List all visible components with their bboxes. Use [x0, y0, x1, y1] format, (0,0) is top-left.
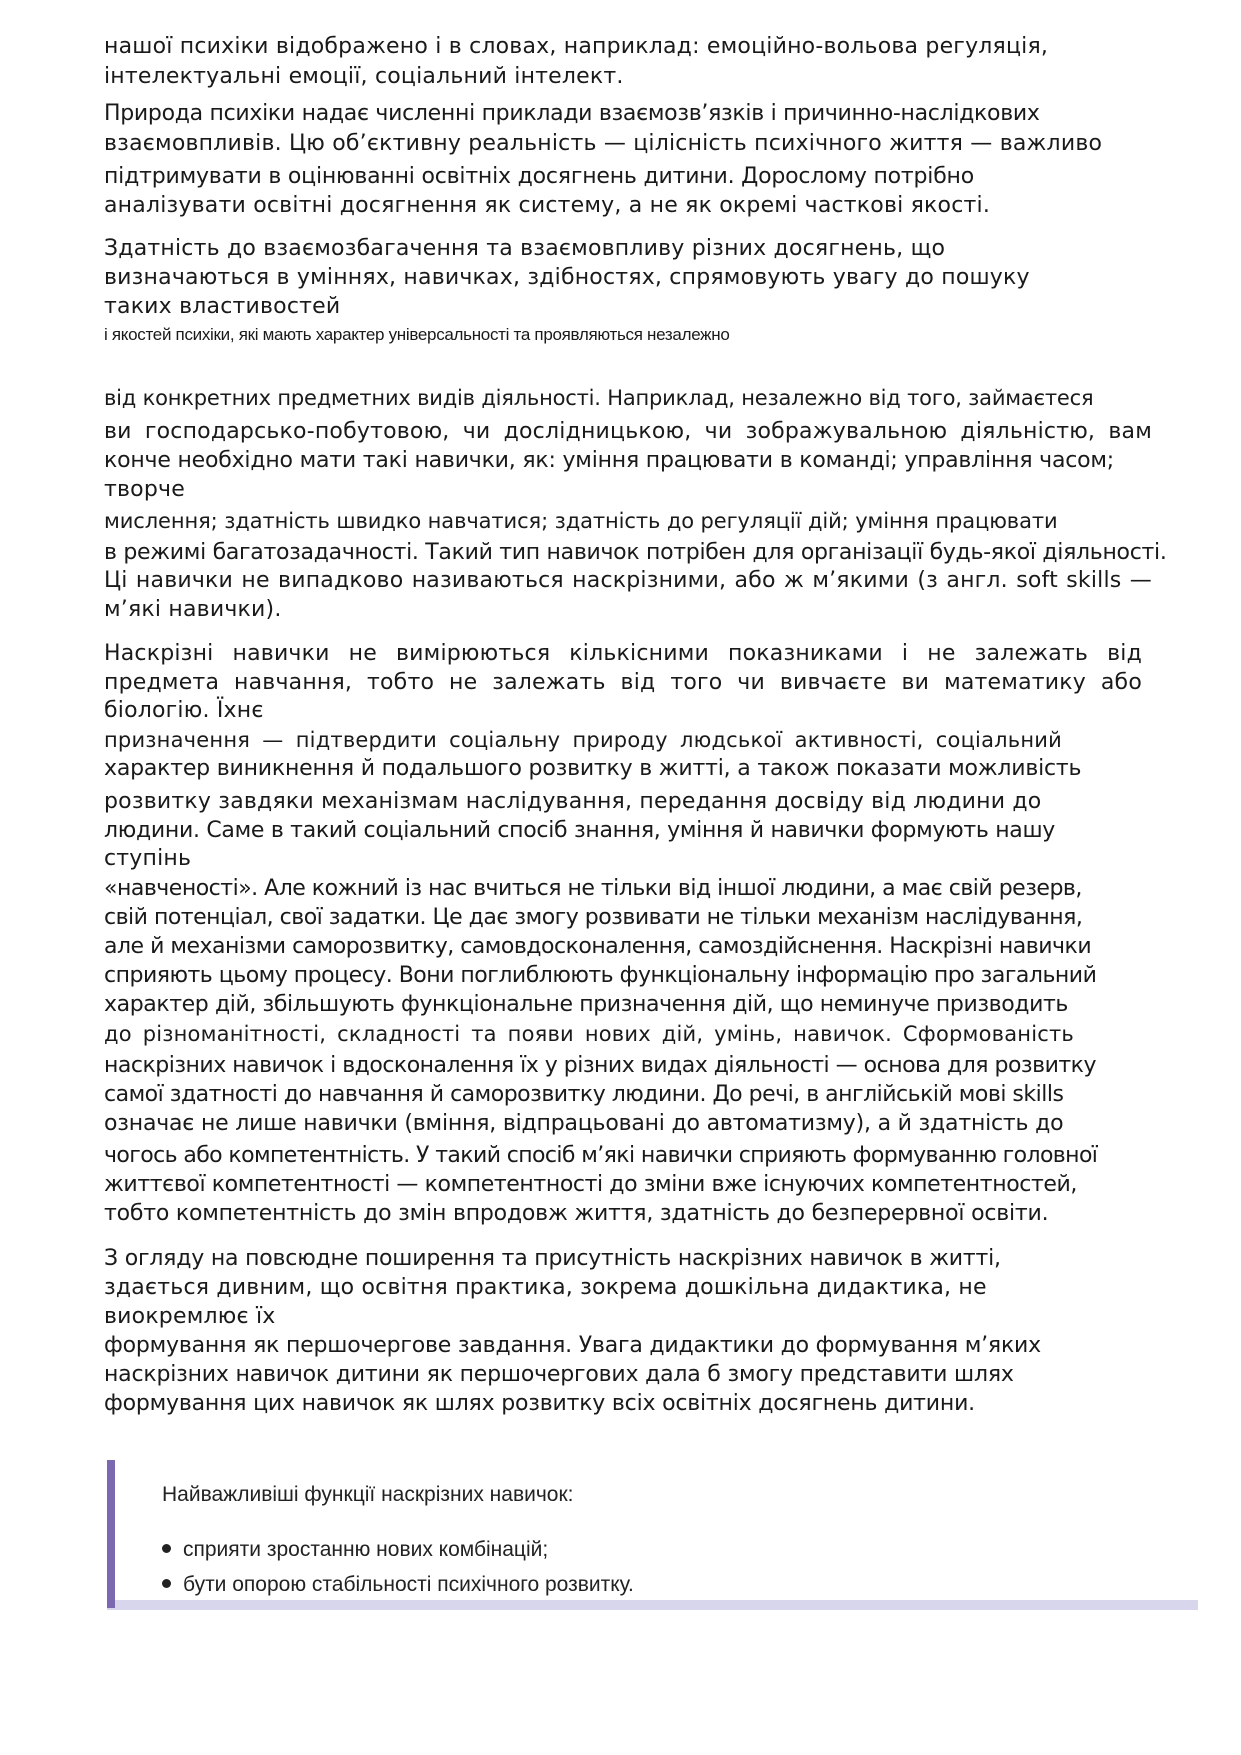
- text-line: виокремлює їх: [104, 1304, 276, 1329]
- text-line: але й механізми саморозвитку, самовдосконалення, самоздійснення. Наскрізні навички: [104, 934, 1092, 959]
- text-line: формування цих навичок як шлях розвитку всіх освітніх досягнень дитини.: [104, 1391, 975, 1416]
- text-line: характер дій, збільшують функціональне призначення дій, що неминуче призводить: [104, 992, 1068, 1017]
- text-line: наскрізних навичок дитини як першочергових дала б змогу представити шлях: [104, 1362, 1014, 1387]
- bullet-icon: [162, 1544, 171, 1553]
- text-line: Здатність до взаємозбагачення та взаємовпливу різних досягнень, що: [104, 236, 946, 261]
- callout-bottom-rule: [107, 1600, 1198, 1610]
- text-line: самої здатності до навчання й саморозвитку людини. До речі, в англійській мові skills: [104, 1082, 1064, 1107]
- text-line: характер виникнення й подальшого розвитку в житті, а також показати можливість: [104, 756, 1082, 781]
- text-line: таких властивостей: [104, 294, 341, 319]
- callout-title: Найважливіші функції наскрізних навичок:: [162, 1483, 574, 1506]
- text-line: ви господарсько-побутовою, чи дослідницькою, чи зображувальною діяльністю, вам: [104, 419, 1152, 444]
- callout-list-item: [162, 1572, 634, 1598]
- text-line: творче: [104, 477, 185, 502]
- text-line: мислення; здатність швидко навчатися; здатність до регуляції дій; уміння працювати: [104, 509, 1058, 533]
- text-line: конче необхідно мати такі навички, як: уміння працювати в команді; управління часом;: [104, 448, 1115, 473]
- text-line: від конкретних предметних видів діяльності. Наприклад, незалежно від того, займаєтеся: [104, 386, 1094, 410]
- text-line: наскрізних навичок і вдосконалення їх у різних видах діяльності — основа для розвитку: [104, 1053, 1096, 1078]
- text-line: Наскрізні навички не вимірюються кількісними показниками і не залежать від: [104, 641, 1142, 666]
- text-line: тобто компетентність до змін впродовж життя, здатність до безперервної освіти.: [104, 1201, 1049, 1226]
- text-line: «навченості». Але кожний із нас вчиться не тільки від іншої людини, а має свій резерв,: [104, 876, 1082, 901]
- text-line: призначення — підтвердити соціальну природу людської активності, соціальний: [104, 728, 1062, 752]
- text-line: аналізувати освітні досягнення як систему, а не як окремі часткові якості.: [104, 193, 991, 218]
- text-line: сприяють цьому процесу. Вони поглиблюють функціональну інформацію про загальний: [104, 963, 1097, 988]
- text-line: людини. Саме в такий соціальний спосіб знання, уміння й навички формують нашу: [104, 818, 1056, 843]
- text-line: життєвої компетентності — компетентності до зміни вже існуючих компетентностей,: [104, 1172, 1077, 1197]
- callout-item-text: бути опорою стабільності психічного розвитку.: [183, 1573, 634, 1596]
- callout-item-text: сприяти зростанню нових комбінацій;: [183, 1538, 549, 1561]
- callout-accent-bar: [107, 1460, 115, 1608]
- bullet-icon: [162, 1579, 171, 1588]
- text-line: чогось або компетентність. У такий спосіб м’які навички сприяють формуванню головної: [104, 1143, 1098, 1168]
- text-line: З огляду на повсюдне поширення та присутність наскрізних навичок в житті,: [104, 1246, 1001, 1271]
- text-line: здається дивним, що освітня практика, зокрема дошкільна дидактика, не: [104, 1275, 987, 1300]
- text-line: взаємовпливів. Цю об’єктивну реальність — цілісність психічного життя — важливо: [104, 131, 1103, 156]
- text-line: м’які навички).: [104, 597, 282, 622]
- text-line: свій потенціал, свої задатки. Це дає змогу розвивати не тільки механізм наслідування,: [104, 905, 1083, 930]
- text-line: предмета навчання, тобто не залежать від того чи вивчаєте ви математику або: [104, 670, 1142, 695]
- text-line: визначаються в уміннях, навичках, здібностях, спрямовують увагу до пошуку: [104, 265, 1030, 290]
- text-line: ступінь: [104, 846, 192, 871]
- text-line: нашої психіки відображено і в словах, наприклад: емоційно-вольова регуляція,: [104, 34, 1049, 59]
- text-line: в режимі багатозадачності. Такий тип навичок потрібен для організації будь-якої діяльності.: [104, 540, 1167, 565]
- text-line: інтелектуальні емоції, соціальний інтелект.: [104, 64, 624, 89]
- callout-list-item: [162, 1537, 548, 1563]
- text-line: розвитку завдяки механізмам наслідування, передання досвіду від людини до: [104, 789, 1042, 814]
- text-line: підтримувати в оцінюванні освітніх досягнень дитини. Дорослому потрібно: [104, 164, 975, 189]
- text-line: Природа психіки надає численні приклади взаємозв’язків і причинно-наслідкових: [104, 101, 1040, 126]
- text-line: означає не лише навички (вміння, відпрацьовані до автоматизму), а й здатність до: [104, 1111, 1064, 1136]
- text-line: формування як першочергове завдання. Увага дидактики до формування м’яких: [104, 1333, 1041, 1358]
- text-line: і якостей психіки, які мають характер універсальності та проявляються незалежно: [104, 325, 730, 344]
- text-line: біологію. Їхнє: [104, 698, 264, 723]
- text-line: до різноманітності, складності та появи нових дій, умінь, навичок. Сформованість: [104, 1022, 1074, 1046]
- text-line: Ці навички не випадково називаються наскрізними, або ж м’якими (з англ. soft skills —: [104, 568, 1152, 593]
